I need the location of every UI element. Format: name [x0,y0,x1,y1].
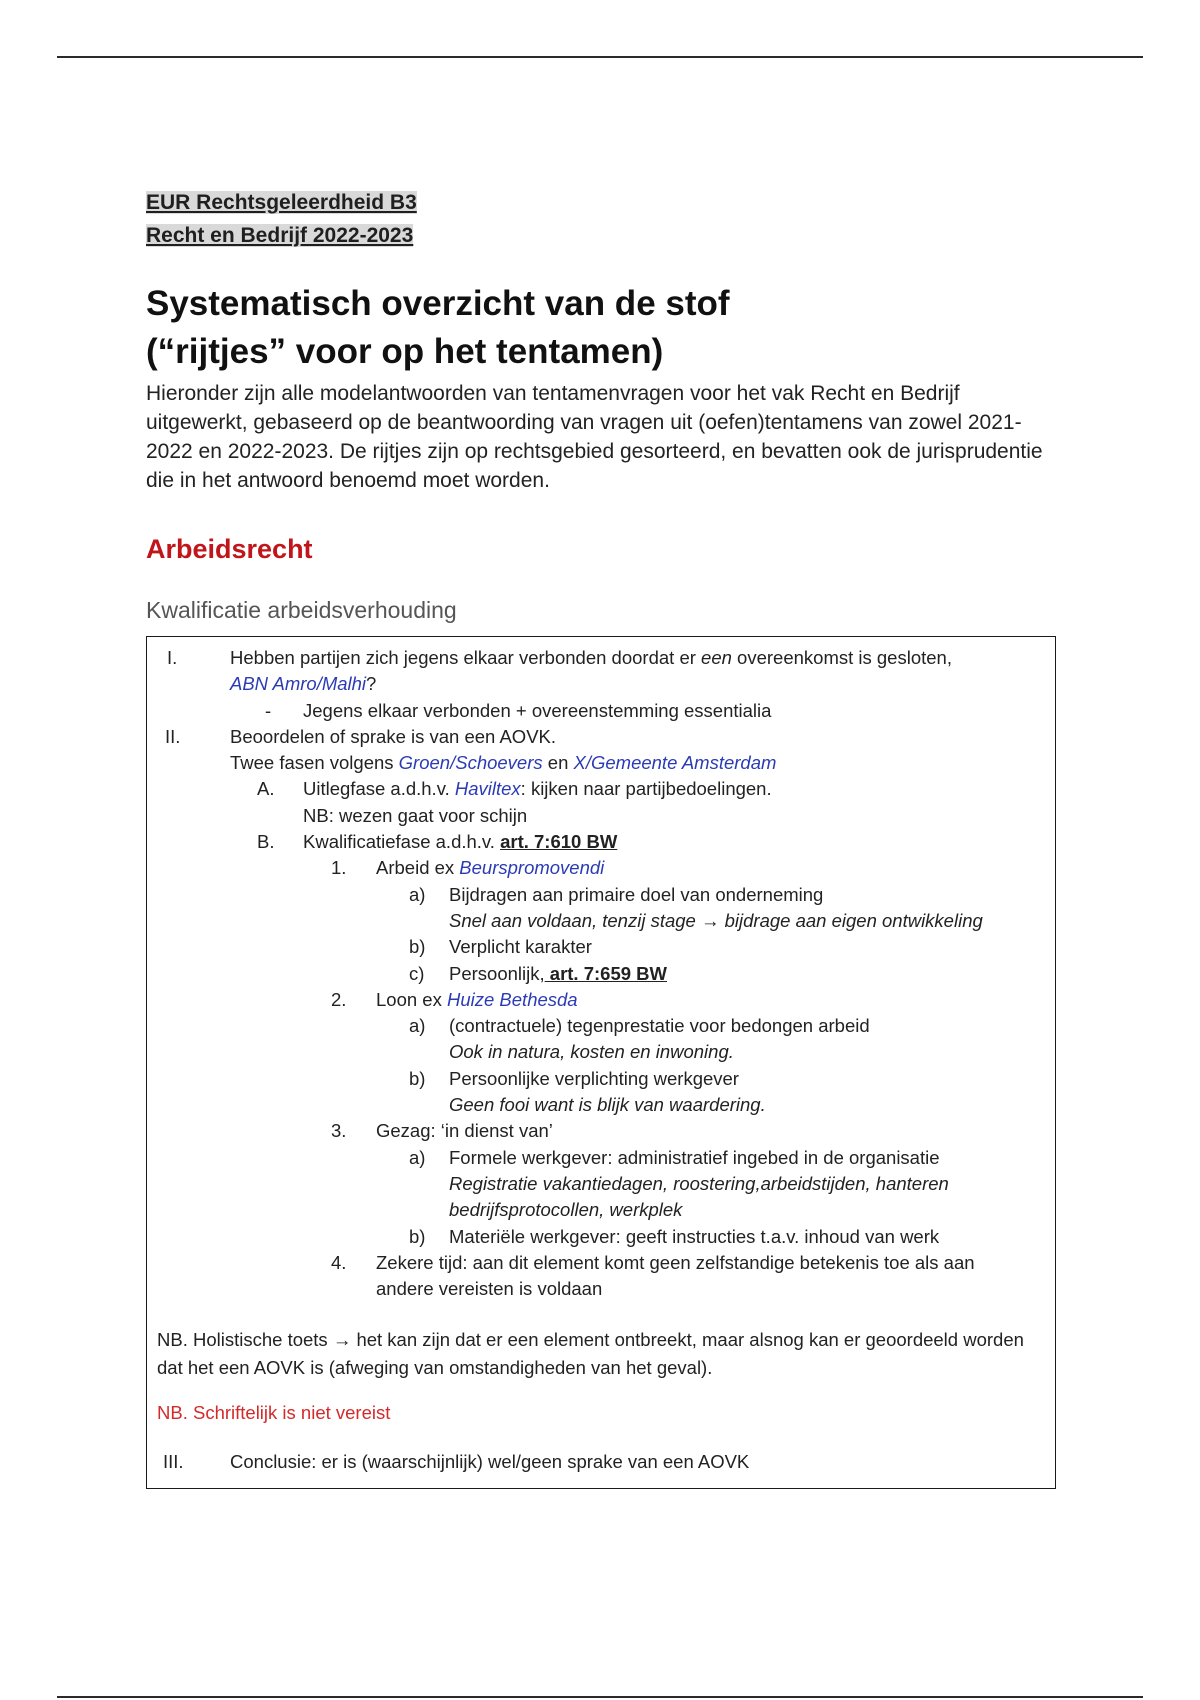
outline-item-1b [147,934,1055,960]
outline-item-3a [147,1145,1055,1171]
outline-item-i [147,645,1055,671]
outline-item-1a-note [147,908,1055,934]
item-text: Twee fasen volgens [230,752,399,774]
list-marker: I. [167,647,178,668]
list-marker: a) [409,1015,426,1037]
item-text: Jegens elkaar verbonden + overeenstemming essentialia [303,699,772,721]
item-text: en [542,752,574,774]
page-title-line-1: Systematisch overzicht van de stof [146,284,730,323]
outline-item-2a-note [147,1039,1055,1065]
outline-item-i-cont [147,671,1055,697]
outline-item-iii [147,1449,1055,1475]
list-marker: b) [409,1225,426,1247]
list-marker: II. [165,725,181,747]
outline-item-a [147,776,1055,802]
item-text: : kijken naar partijbedoelingen. [520,778,772,800]
outline-item-2 [147,987,1055,1013]
list-marker: 1. [331,857,347,879]
item-text: Materiële werkgever: geeft instructies t.a.v. inhoud van werk [449,1225,940,1247]
subsection-heading: Kwalificatie arbeidsverhouding [146,597,457,623]
item-text: Zekere tijd: aan dit element komt geen zelfstandige betekenis toe als aan [376,1251,975,1273]
item-text: Persoonlijke verplichting werkgever [449,1067,739,1089]
case-reference: ABN Amro/Malhi [230,673,367,695]
item-note: Snel aan voldaan, tenzij stage → bijdrage aan eigen ontwikkeling [449,909,983,931]
list-marker: a) [409,883,426,905]
bottom-rule [57,1696,1143,1698]
item-text: (contractuele) tegenprestatie voor bedongen arbeid [449,1015,870,1037]
course-header-line-1: EUR Rechtsgeleerdheid B3 [146,191,417,214]
item-text: Loon ex [376,988,447,1010]
item-text: Gezag: ‘in dienst van’ [376,1120,553,1142]
item-text: ? [366,673,377,695]
outline-item-1a [147,882,1055,908]
law-reference: art. 7:659 BW [544,962,667,984]
outline-item-1c [147,961,1055,987]
item-note: Ook in natura, kosten en inwoning. [449,1041,734,1063]
item-text: andere vereisten is voldaan [376,1278,603,1300]
list-marker: 2. [331,988,347,1010]
outline-box [146,636,1056,1489]
item-text: Persoonlijk, [449,962,545,984]
law-reference: art. 7:610 BW [500,831,618,853]
list-marker: b) [409,936,426,958]
top-rule [57,56,1143,58]
outline-item-4-cont [147,1276,1055,1302]
item-text: Hebben partijen zich jegens elkaar verbonden doordat er [230,647,702,668]
section-heading: Arbeidsrecht [146,534,313,564]
outline-item-2b-note [147,1092,1055,1118]
case-reference: Groen/Schoevers [398,752,543,774]
list-marker: b) [409,1067,426,1089]
note-written-not-required: NB. Schriftelijk is niet vereist [157,1402,391,1424]
item-text: Uitlegfase a.d.h.v. [303,778,455,800]
outline-item-2b [147,1066,1055,1092]
item-text: Arbeid ex [376,857,460,879]
outline-item-3a-note-1 [147,1171,1055,1197]
outline-subitem-dash [147,698,1055,724]
list-marker: 3. [331,1120,347,1142]
item-note: bedrijfsprotocollen, werkplek [449,1199,683,1221]
item-text: overeenkomst is gesloten, [731,647,952,668]
item-note: Registratie vakantiedagen, roostering,arbeidstijden, hanteren [449,1172,949,1194]
outline-item-3 [147,1118,1055,1144]
item-text: Bijdragen aan primaire doel van onderneming [449,883,824,905]
list-marker: c) [409,962,425,984]
page-title-line-2: (“rijtjes” voor op het tentamen) [146,332,664,371]
list-marker: - [265,699,272,721]
outline-item-b [147,829,1055,855]
list-marker: III. [163,1451,184,1473]
course-header [146,186,1066,252]
item-text-emphasis: een [701,647,732,668]
item-text: Beoordelen of sprake is van een AOVK. [230,725,557,747]
outline-item-2a [147,1013,1055,1039]
item-text: Formele werkgever: administratief ingebed in de organisatie [449,1146,940,1168]
page-title [146,280,1066,376]
item-note: Geen fooi want is blijk van waardering. [449,1094,766,1116]
outline-item-a-note [147,803,1055,829]
item-text: Conclusie: er is (waarschijnlijk) wel/geen sprake van een AOVK [230,1451,750,1473]
outline-item-3a-note-2 [147,1197,1055,1223]
outline-item-ii-cont [147,750,1055,776]
item-text: Verplicht karakter [449,936,592,958]
outline-item-4 [147,1250,1055,1276]
list-marker: a) [409,1146,426,1168]
case-reference: Beurspromovendi [459,857,605,879]
outline-item-ii [147,724,1055,750]
list-marker: B. [257,831,275,853]
list-marker: 4. [331,1251,347,1273]
list-marker: A. [257,778,275,800]
course-header-line-2: Recht en Bedrijf 2022-2023 [146,224,414,247]
case-reference: Huize Bethesda [446,988,578,1010]
outline-item-3b [147,1224,1055,1250]
document-page [146,186,1066,1489]
outline-item-1 [147,855,1055,881]
note-holistic: NB. Holistische toets → het kan zijn dat er een element ontbreekt, maar alsnog kan er geoordeeld worden dat het een AOVK is (afweging van omstandigheden van het geval). [157,1329,1024,1379]
intro-paragraph: Hieronder zijn alle modelantwoorden van tentamenvragen voor het vak Recht en Bedrijf uitgewerkt, gebaseerd op de beantwoording van vragen uit (oefen)tentamens van zowel 2021-2022 en 2022-2023. De rijtjes zijn op rechtsgebied gesorteerd, en bevatten ook de jurisprudentie die in het antwoord benoemd moet worden. [146,382,1043,492]
case-reference: X/Gemeente Amsterdam [573,752,777,774]
case-reference: Haviltex [454,778,521,800]
item-text: NB: wezen gaat voor schijn [303,804,528,826]
item-text: Kwalificatiefase a.d.h.v. [303,831,501,853]
